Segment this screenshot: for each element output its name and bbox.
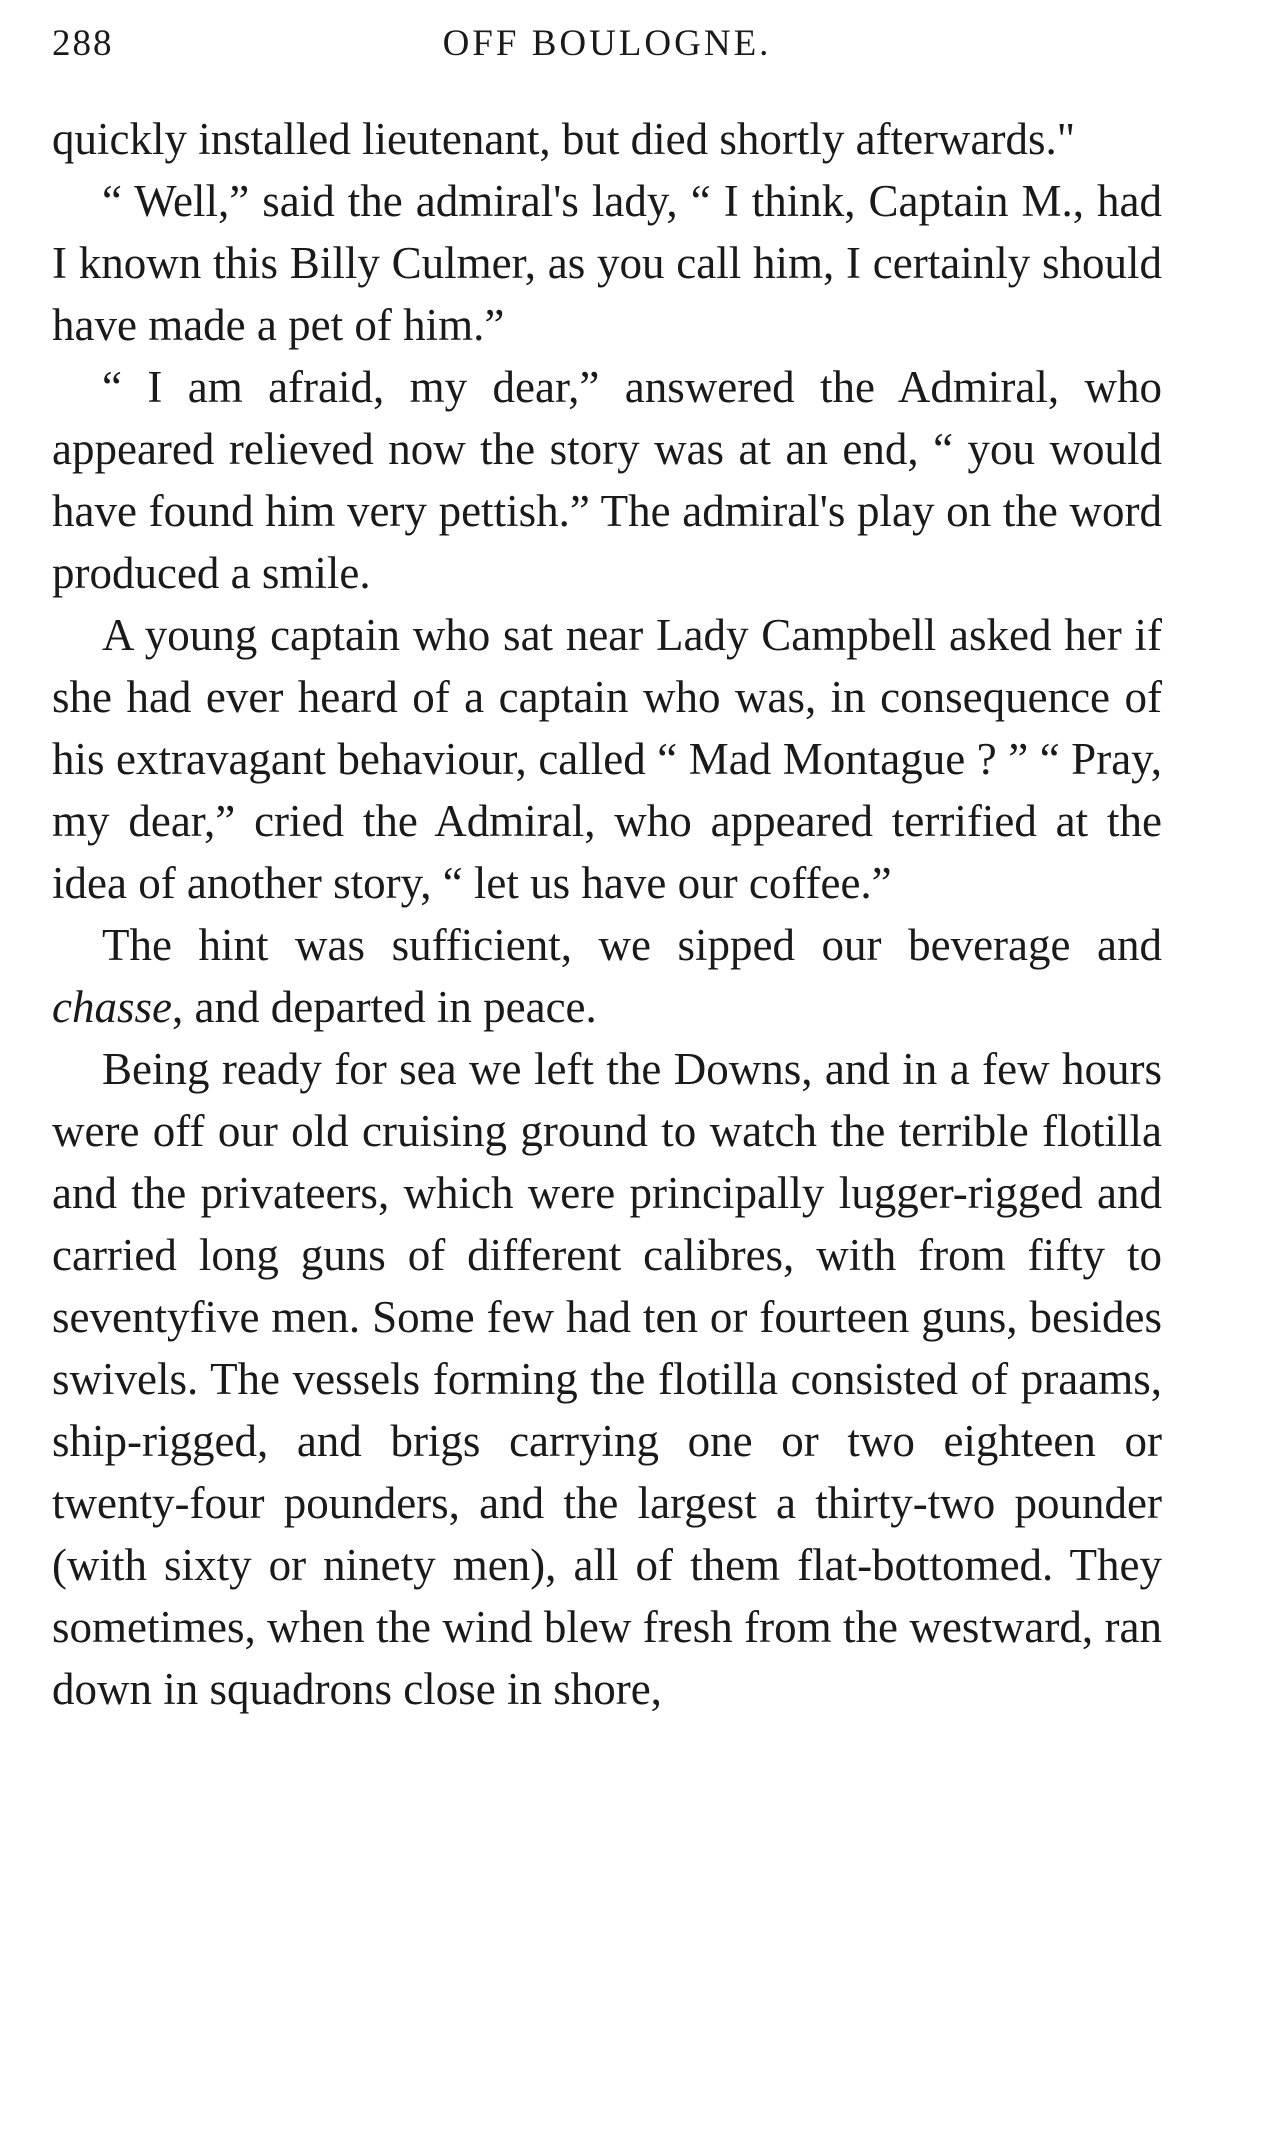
text-run: , and departed in peace. (171, 982, 597, 1032)
paragraph-admiral-answer: “ I am afraid, my dear,” answered the Admiral, who appeared relieved now the story was at an end, “ you would have found him very pettish.” The admiral's play on the word produced a smile. (52, 362, 1162, 598)
text-run: The hint was sufficient, we sipped our beverage and (102, 920, 1162, 970)
italic-word: chasse (52, 982, 172, 1032)
paragraph-admirals-lady: “ Well,” said the admiral's lady, “ I think, Captain M., had I known this Billy Culmer, as you call him, I certainly should have made a pet of him.” (52, 176, 1162, 350)
page-header (52, 22, 1162, 72)
page-number: 288 (52, 23, 114, 64)
body-text (52, 108, 1162, 1720)
paragraph-young-captain: A young captain who sat near Lady Campbell asked her if she had ever heard of a captain who was, in consequence of his extravagant behaviour, called “ Mad Montague ? ” “ Pray, my dear,” cried the Admiral, who appeared terrified at the idea of another story, “ let us have our coffee.” (52, 610, 1162, 908)
paragraph-coffee-hint (52, 914, 1162, 1038)
paragraph-ready-for-sea: Being ready for sea we left the Downs, and in a few hours were off our old cruising ground to watch the terrible flotilla and the privateers, which were principally lugger-rigged and carried long guns of different calibres, with from fifty to seventyfive men. Some few had ten or fourteen guns, besides swivels. The vessels forming the flotilla consisted of praams, ship-rigged, and brigs carrying one or two eighteen or twenty-four pounders, and the largest a thirty-two pounder (with sixty or ninety men), all of them flat-bottomed. They sometimes, when the wind blew fresh from the westward, ran down in squadrons close in shore, (52, 1044, 1162, 1714)
paragraph-continuation: quickly installed lieutenant, but died shortly afterwards." (52, 114, 1076, 164)
running-head: OFF BOULOGNE. (442, 23, 772, 64)
